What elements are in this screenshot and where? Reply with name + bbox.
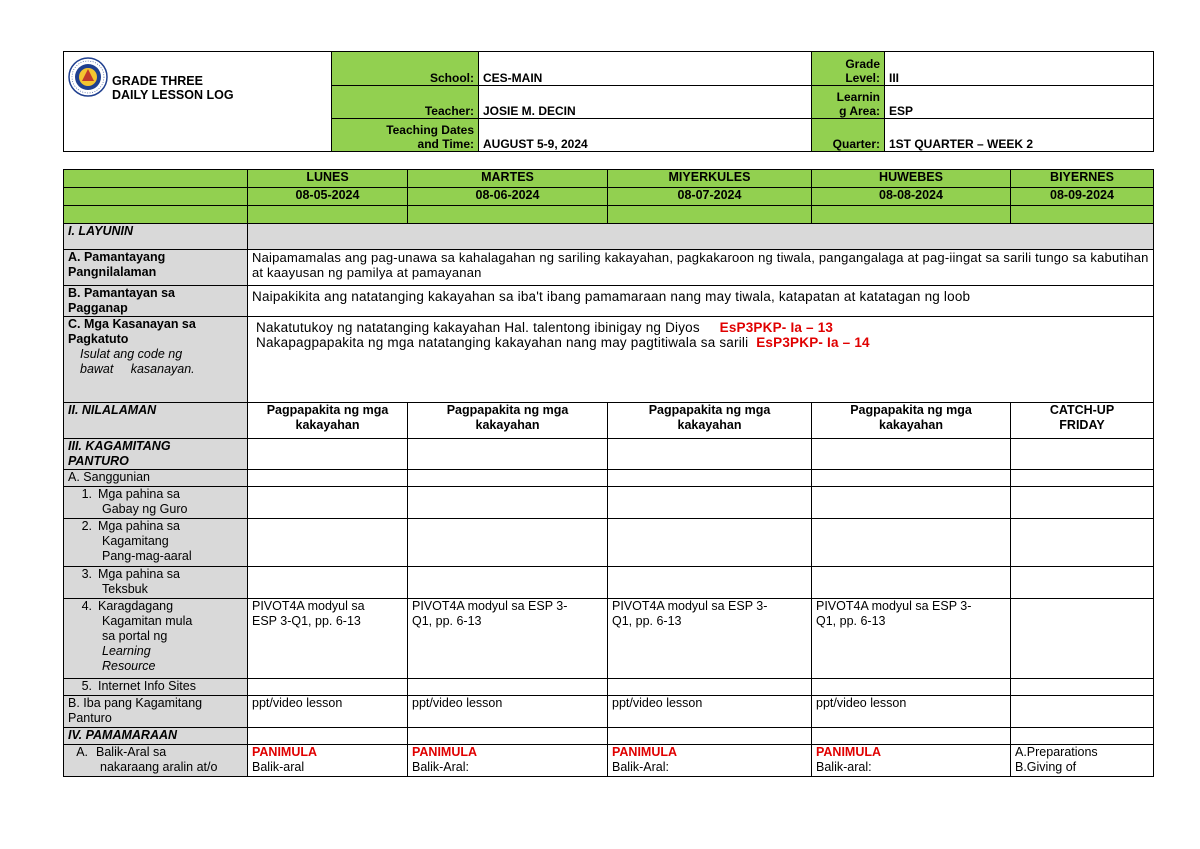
topic-line1: Pagpapakita ng mga	[266, 403, 389, 417]
day-name-tue: MARTES	[408, 170, 608, 188]
pivot-line2: Q1, pp. 6-13	[412, 614, 482, 628]
r4-line4: Learning	[102, 644, 151, 658]
pamamaraan-row	[64, 728, 1154, 745]
r3-line1: Mga pahina sa	[98, 567, 181, 581]
area-label-line1: Learnin	[836, 90, 880, 104]
day-date-mon: 08-05-2024	[248, 188, 408, 206]
r5-num: 5.	[81, 679, 92, 693]
internet-row	[64, 679, 1154, 696]
area-label-line2: g Area:	[839, 104, 880, 118]
r2-line2: Kagamitang	[102, 534, 169, 548]
pivot-line1: PIVOT4A modyul sa ESP 3-	[412, 599, 568, 613]
r4-line3: sa portal ng	[102, 629, 168, 643]
kagamitan-row	[64, 439, 1154, 470]
sanggunian-row	[64, 470, 1154, 487]
panimula-label: PANIMULA	[252, 745, 318, 759]
pivot-tue	[408, 599, 608, 679]
ppt-mon: ppt/video lesson	[248, 696, 408, 728]
balik-aral-label	[64, 745, 248, 777]
iba-pang-row	[64, 696, 1154, 728]
r4-line2: Kagamitan mula	[102, 614, 193, 628]
teksbuk-row	[64, 567, 1154, 599]
ppt-tue: ppt/video lesson	[408, 696, 608, 728]
topic-line2: kakayahan	[295, 418, 360, 432]
r3-line2: Teksbuk	[102, 582, 148, 596]
iba-pang-label	[64, 696, 248, 728]
day-name-thu: HUWEBES	[812, 170, 1011, 188]
balik-thu-text: Balik-aral:	[816, 760, 872, 774]
r4-line1: Karagdagang	[98, 599, 174, 613]
day-date-fri: 08-09-2024	[1011, 188, 1154, 206]
nilalaman-heading: II. NILALAMAN	[64, 403, 248, 439]
pagganap-text: Naipakikita ang natatanging kakayahan sa iba't ibang pamamaraan nang may tiwala, katapatan at katatagan ng loob	[248, 286, 1154, 317]
teacher-value: JOSIE M. DECIN	[479, 86, 812, 119]
r4-num: 4.	[81, 599, 92, 613]
topic-line2: kakayahan	[879, 418, 943, 432]
grade-label-line2: Level:	[845, 71, 880, 85]
day-name-mon: LUNES	[248, 170, 408, 188]
header-logo-cell	[64, 52, 332, 152]
r1-num: 1.	[81, 487, 92, 501]
grade-value: III	[885, 52, 1154, 86]
topic-wed	[608, 403, 812, 439]
gabay-label	[64, 487, 248, 519]
topic-fri	[1011, 403, 1154, 439]
fri-line1: A.Preparations	[1015, 745, 1098, 759]
competency-1-text: Nakatutukoy ng natatanging kakayahan Hal. talentong ibinigay ng Diyos	[256, 320, 700, 335]
topic-line1: Pagpapakita ng mga	[446, 403, 569, 417]
a-label-line2: Pangnilalaman	[68, 265, 157, 279]
karagdagang-label	[64, 599, 248, 679]
topic-line2: kakayahan	[475, 418, 540, 432]
balik-tue-text: Balik-Aral:	[412, 760, 469, 774]
balik-wed-text: Balik-Aral:	[612, 760, 669, 774]
kasanayan-row	[64, 317, 1154, 403]
topic-line1: Pagpapakita ng mga	[648, 403, 771, 417]
school-label: School:	[332, 52, 479, 86]
day-date-wed: 08-07-2024	[608, 188, 812, 206]
r2-line3: Pang-mag-aaral	[102, 549, 192, 563]
topic-line2: kakayahan	[677, 418, 742, 432]
teacher-label: Teacher:	[332, 86, 479, 119]
c-note-line2: bawat kasanayan.	[80, 362, 195, 376]
header-table	[63, 51, 1154, 152]
pivot-wed	[608, 599, 812, 679]
balik-aral-row	[64, 745, 1154, 777]
corner-cell	[64, 170, 248, 188]
blank-green-row	[64, 206, 1154, 224]
b-label-line1: B. Pamantayan sa	[68, 286, 175, 300]
competency-1-code: EsP3PKP- Ia – 13	[719, 320, 834, 335]
pivot-line1: PIVOT4A modyul sa ESP 3-	[816, 599, 972, 613]
r2-line1: Mga pahina sa	[98, 519, 181, 533]
balik-thu	[812, 745, 1011, 777]
kagamitan-heading	[64, 439, 248, 470]
dates-label	[332, 119, 479, 152]
competency-2	[256, 335, 1149, 350]
panimula-label: PANIMULA	[816, 745, 882, 759]
r4-line5: Resource	[102, 659, 156, 673]
ppt-thu: ppt/video lesson	[812, 696, 1011, 728]
c-label-line2: Pagkatuto	[68, 332, 129, 346]
school-value: CES-MAIN	[479, 52, 812, 86]
internet-label	[64, 679, 248, 696]
b-label-line2: Pagganap	[68, 301, 128, 315]
dates-label-line1: Teaching Dates	[386, 123, 474, 137]
r2-num: 2.	[81, 519, 92, 533]
balik-line1: Balik-Aral sa	[96, 745, 167, 759]
iba-line1: B. Iba pang Kagamitang	[68, 696, 203, 710]
pamantayang-label	[64, 250, 248, 286]
title-line-2: DAILY LESSON LOG	[112, 88, 234, 102]
layunin-row	[64, 224, 1154, 250]
r1-line1: Mga pahina sa	[98, 487, 181, 501]
fri-line2: B.Giving of	[1015, 760, 1077, 774]
karagdagang-row	[64, 599, 1154, 679]
grade-label-line1: Grade	[845, 57, 880, 71]
panimula-label: PANIMULA	[612, 745, 678, 759]
lesson-log-table	[63, 169, 1154, 777]
teksbuk-label	[64, 567, 248, 599]
kasanayan-label	[64, 317, 248, 403]
day-dates-row	[64, 188, 1154, 206]
grade-label	[812, 52, 885, 86]
day-date-tue: 08-06-2024	[408, 188, 608, 206]
area-value: ESP	[885, 86, 1154, 119]
quarter-label: Quarter:	[812, 119, 885, 152]
catchup-line2: FRIDAY	[1059, 418, 1105, 432]
quarter-value: 1ST QUARTER – WEEK 2	[885, 119, 1154, 152]
pang-mag-aaral-row	[64, 519, 1154, 567]
r5-line1: Internet Info Sites	[98, 679, 196, 693]
nilalaman-row	[64, 403, 1154, 439]
day-names-row	[64, 170, 1154, 188]
c-note-line1: Isulat ang code ng	[80, 347, 183, 361]
pang-mag-aaral-label	[64, 519, 248, 567]
dates-label-line2: and Time:	[417, 137, 474, 151]
pivot-line2: Q1, pp. 6-13	[816, 614, 886, 628]
balik-tue	[408, 745, 608, 777]
competency-2-code: EsP3PKP- Ia – 14	[756, 335, 870, 350]
day-name-fri: BIYERNES	[1011, 170, 1154, 188]
pivot-thu	[812, 599, 1011, 679]
title-line-1: GRADE THREE	[112, 74, 203, 88]
panimula-label: PANIMULA	[412, 745, 478, 759]
pagganap-row	[64, 286, 1154, 317]
topic-mon	[248, 403, 408, 439]
layunin-heading: I. LAYUNIN	[64, 224, 248, 250]
kasanayan-text	[248, 317, 1154, 403]
pivot-line2: Q1, pp. 6-13	[612, 614, 682, 628]
r1-line2: Gabay ng Guro	[102, 502, 188, 516]
pivot-line1: PIVOT4A modyul sa ESP 3-	[612, 599, 768, 613]
pivot-mon-line2: ESP 3-Q1, pp. 6-13	[252, 614, 361, 628]
a-label-line1: A. Pamantayang	[68, 250, 166, 264]
area-label	[812, 86, 885, 119]
day-name-wed: MIYERKULES	[608, 170, 812, 188]
pamantayang-text: Naipamamalas ang pag-unawa sa kahalagahan ng sariling kakayahan, pagkakaroon ng tiwala, pangangalaga at pag-iingat sa sarili tungo sa kabutihan at kaayusan ng pamilya at pamayanan	[248, 250, 1154, 286]
kagamitan-line2: PANTURO	[68, 454, 129, 468]
sanggunian-label: A. Sanggunian	[64, 470, 248, 487]
r3-num: 3.	[81, 567, 92, 581]
balik-mon-text: Balik-aral	[252, 760, 305, 774]
pamantayang-row	[64, 250, 1154, 286]
pivot-mon-line1: PIVOT4A modyul sa	[252, 599, 365, 613]
balik-mon	[248, 745, 408, 777]
dates-value: AUGUST 5-9, 2024	[479, 119, 812, 152]
competency-2-text: Nakapagpapakita ng mga natatanging kakayahan nang may pagtitiwala sa sarili	[256, 335, 749, 350]
iba-line2: Panturo	[68, 711, 112, 725]
c-label-line1: C. Mga Kasanayan sa	[68, 317, 196, 331]
pivot-mon	[248, 599, 408, 679]
day-date-thu: 08-08-2024	[812, 188, 1011, 206]
competency-1	[256, 320, 1149, 335]
kagamitan-line1: III. KAGAMITANG	[68, 439, 171, 453]
ppt-wed: ppt/video lesson	[608, 696, 812, 728]
school-title	[112, 74, 234, 102]
fri-procedure	[1011, 745, 1154, 777]
balik-line2: nakaraang aralin at/o	[100, 760, 218, 774]
deped-seal-icon	[68, 57, 108, 97]
topic-line1: Pagpapakita ng mga	[850, 403, 972, 417]
topic-tue	[408, 403, 608, 439]
topic-thu	[812, 403, 1011, 439]
pamamaraan-heading: IV. PAMAMARAAN	[64, 728, 248, 745]
gabay-row	[64, 487, 1154, 519]
catchup-line1: CATCH-UP	[1049, 403, 1115, 417]
balik-wed	[608, 745, 812, 777]
pagganap-label	[64, 286, 248, 317]
balik-num: A.	[76, 745, 88, 759]
